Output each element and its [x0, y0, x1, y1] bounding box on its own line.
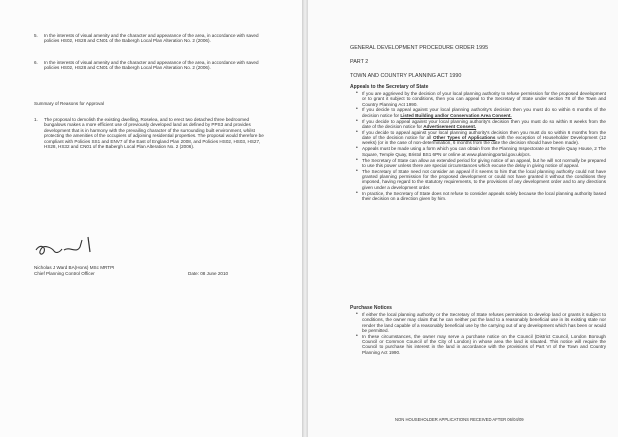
list-item: • If you decide to appeal against your local planning authority's decision then you must do so within 6 months of the decision notice for Listed Building and/or Conservation Area Consent.	[356, 107, 606, 118]
list-item: • In practice, the Secretary of State does not refuse to consider appeals solely because the local planning authority based their decision on a direction given by him.	[356, 191, 606, 202]
appeals-heading: Appeals to the Secretary of State	[350, 84, 429, 90]
list-item: • The Secretary of State need not consider an appeal if it seems to him that the local planning authority could not have granted planning permission for the proposed development or could not have granted it without the conditions they imposed, having regard to the statutory requirements, to the provisions of any development order and to any directions given under a development order.	[356, 169, 606, 190]
list-item: • If you are aggrieved by the decision of your local planning authority to refuse permission for the proposed development or to grant it subject to conditions, then you can appeal to the Secretary of State under section 78 of the Town and Country Planning Act 1990.	[356, 91, 606, 107]
reason-text: The proposal to demolish the existing dwelling, Roselea, and to erect two detached three bedroomed bungalows makes a more efficient use of previously developed land as defined by PPS3 and provides development that is in harmony with the prevailing character of the surrounding built environment, whilst protecting the amenities of the occupiers of adjoining residential properties. The proposal would therefore be compliant with Policies SS1 and ENV7 of the East of England Plan 2008, and Policies HS02, HS03, HS27, HS28, HS32 and CN01 of the Babergh Local Plan Alteration No. 2 (2006).	[44, 117, 264, 150]
condition-text: In the interests of visual amenity and the character and appearance of the area, in accordance with saved policies HS02, HS28 and CN01 of the Babergh Local Plan Alteration No. 2 (2006).	[44, 60, 259, 71]
right-page	[308, 0, 618, 437]
decision-date: Date: 08 June 2010	[188, 271, 229, 276]
signatory-name: Nicholas J Ward BA(Hons) MSc MRTPI	[34, 265, 115, 270]
left-page	[0, 0, 302, 437]
list-item: • Appeals must be made using a form which you can obtain from the Planning Inspectorate at Temple Quay House, 2 The Square, Temple Quay, Bristol BS1 6PN or online at www.planningportal.gov.uk/pcs.	[356, 146, 606, 157]
appeals-list	[356, 91, 606, 202]
purchase-heading: Purchase Notices	[350, 305, 392, 311]
act-title: TOWN AND COUNTRY PLANNING ACT 1990	[350, 73, 462, 79]
part-label: PART 2	[350, 59, 369, 65]
summary-heading: Summary of Reasons for Approval	[34, 101, 104, 106]
list-item: • If either the local planning authority or the Secretary of State refuses permission to develop land or grants it subject to conditions, the owner may claim that he can neither put the land to a reasonably beneficial use in its existing state nor render the land capable of a reasonably beneficial use by the carrying out of any development which has been or would be permitted.	[356, 312, 606, 333]
condition-text: In the interests of visual amenity and the character and appearance of the area, in accordance with saved policies HS02, HS28 and CN01 of the Babergh Local Plan Alteration No. 2 (2006).	[44, 33, 259, 44]
condition-number: 6.	[34, 60, 38, 65]
list-item: • If you decide to appeal against your local planning authority's decision then you must do so within 8 weeks from the date of the decision notice for Advertisement Consent.	[356, 119, 606, 130]
condition-number: 5.	[34, 33, 38, 38]
order-title: GENERAL DEVELOPMENT PROCEDURE ORDER 1995	[350, 45, 489, 51]
list-item: • In these circumstances, the owner may serve a purchase notice on the Council (District Council, London Borough Council or Common Council of the City of London) in whose area the land is situated. This notice will require the Council to purchase his interest in the land in accordance with the provisions of Part VI of the Town and Country Planning Act 1990.	[356, 334, 606, 355]
list-item: • The Secretary of State can allow an extended period for giving notice of an appeal, but he will not normally be prepared to use this power unless there are special circumstances which excuse the delay in giving notice of appeal.	[356, 158, 606, 169]
signature-image	[32, 234, 106, 260]
signatory-title: Chief Planning Control Officer	[34, 271, 95, 276]
purchase-list	[356, 312, 606, 356]
reason-number: 1.	[34, 117, 38, 122]
list-item: • If you decide to appeal against your local planning authority's decision then you must do so within 6 months from the date of the decision notice for all Other Types of Applications with the exception of Householder Development (12 weeks) (or in the case of non-determination, 6 months from the date the decision should have been made).	[356, 130, 606, 146]
footer-note: NON HOUSEHOLDER APPLICATIONS RECEIVED AFTER 06/04/09	[395, 417, 524, 422]
